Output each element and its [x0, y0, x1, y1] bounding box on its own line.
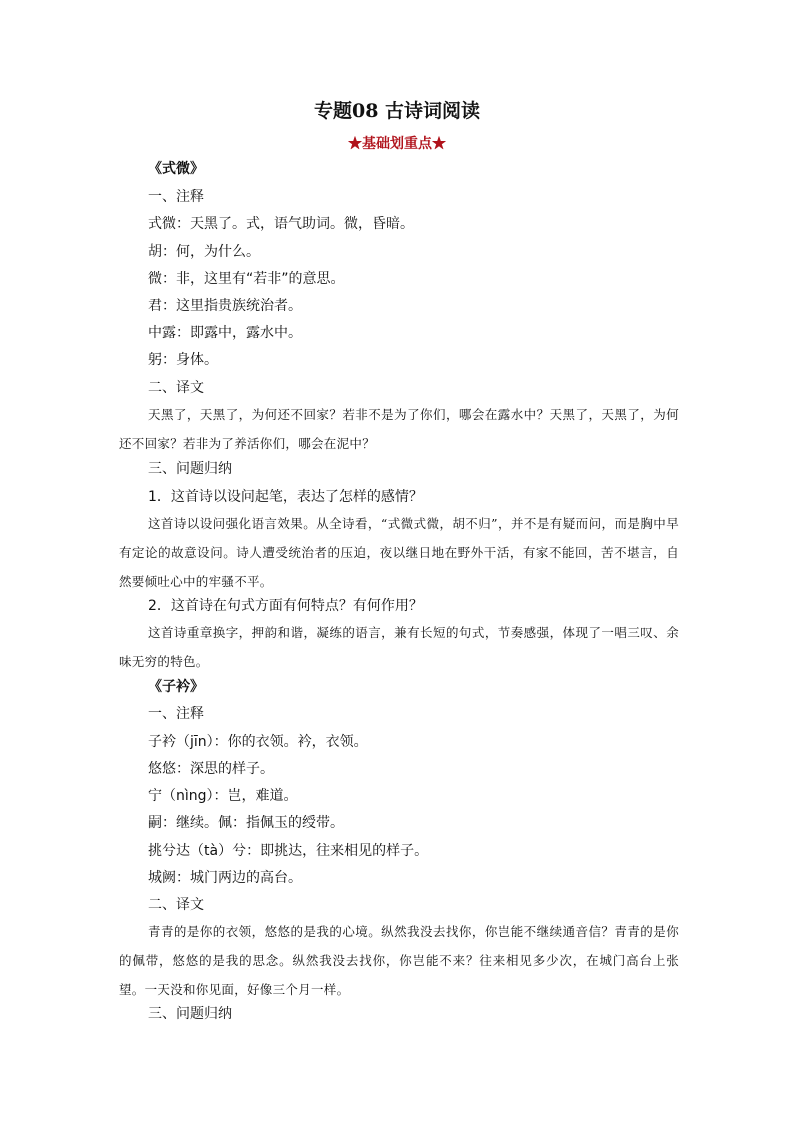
- section-label: 二、译文: [148, 380, 204, 396]
- question-text: 2．这首诗在句式方面有何特点？有何作用？: [148, 598, 423, 614]
- note-line: 悠悠：深思的样子。: [148, 761, 274, 777]
- note-line: 嗣：继续。佩：指佩玉的绶带。: [148, 815, 344, 831]
- poem-heading: 《子衿》: [148, 679, 204, 695]
- note-line: 子衿（jīn）：你的衣领。衿，衣领。: [148, 734, 368, 750]
- section-label: 一、注释: [148, 189, 204, 205]
- note-line: 君：这里指贵族统治者。: [148, 298, 302, 314]
- poem-heading: 《式微》: [148, 161, 204, 177]
- section-label: 一、注释: [148, 706, 204, 722]
- answer-text: 这首诗以设问强化语言效果。从全诗看，“式微式微，胡不归”，并不是有疑而问，而是胸中早有定论的故意设问。诗人遭受统治者的压迫，夜以继日地在野外干活，有家不能回，苦不堪言，自然要倾吐心中的牢骚不平。: [119, 516, 679, 589]
- page-subtitle: ★基础划重点★: [348, 136, 446, 152]
- question-text: 1．这首诗以设问起笔，表达了怎样的感情？: [148, 489, 423, 505]
- answer-text: 这首诗重章换字，押韵和谐，凝练的语言，兼有长短的句式，节奏感强，体现了一唱三叹、余味无穷的特色。: [119, 625, 679, 669]
- section-label: 三、问题归纳: [148, 1006, 232, 1022]
- note-line: 中露：即露中，露水中。: [148, 325, 302, 341]
- section-label: 三、问题归纳: [148, 461, 232, 477]
- section-label: 二、译文: [148, 897, 204, 913]
- note-line: 胡：何，为什么。: [148, 244, 260, 260]
- note-line: 躬：身体。: [148, 352, 218, 368]
- note-line: 式微：天黑了。式，语气助词。微，昏暗。: [148, 216, 414, 232]
- note-line: 微：非，这里有“若非”的意思。: [148, 271, 345, 287]
- translation-text: 青青的是你的衣领，悠悠的是我的心境。纵然我没去找你，你岂能不继续通音信？青青的是你的佩带，悠悠的是我的思念。纵然我没去找你，你岂能不来？往来相见多少次，在城门高台上张望。一天没和你见面，好像三个月一样。: [119, 924, 679, 997]
- note-line: 城阙：城门两边的高台。: [148, 870, 302, 886]
- note-line: 宁（nìng）：岂，难道。: [148, 788, 298, 804]
- translation-text: 天黑了，天黑了，为何还不回家？若非不是为了你们，哪会在露水中？天黑了，天黑了，为何还不回家？若非为了养活你们，哪会在泥中？: [119, 407, 679, 451]
- page-title: 专题08 古诗词阅读: [313, 100, 481, 122]
- note-line: 挑兮达（tà）兮：即挑达，往来相见的样子。: [148, 843, 429, 859]
